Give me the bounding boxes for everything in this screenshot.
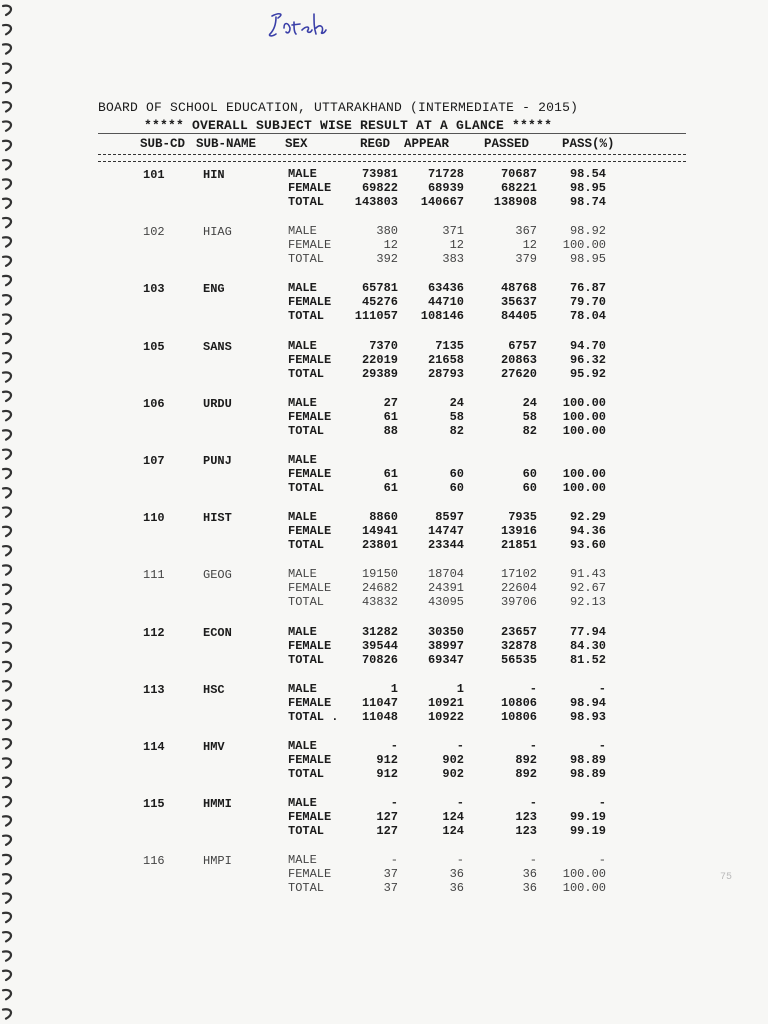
cell-regd: 11048 [361,709,398,724]
cell-appear: 43095 [427,595,464,610]
subject-code: 107 [143,454,165,468]
cell-passed: 10806 [500,709,537,724]
cell-regd: 39544 [361,638,398,653]
cell-sex: FEMALE [288,638,332,653]
cell-pass-pct: 98.94 [569,695,606,710]
cell-regd: 12 [383,238,398,253]
cell-pass-pct: 77.94 [569,624,606,639]
cell-passed: 892 [515,767,537,781]
cell-appear: 12 [449,238,464,253]
cell-regd: 45276 [361,295,398,310]
cell-pass-pct: 96.32 [569,352,606,367]
subject-block [0,625,768,671]
subject-block [0,567,768,613]
subject-code: 112 [143,625,165,640]
cell-appear: 44710 [427,295,464,310]
header-sex: SEX [285,137,308,151]
cell-passed: 58 [522,409,537,424]
cell-passed: 32878 [500,638,537,653]
cell-sex: FEMALE [288,467,332,481]
subject-code: 105 [143,339,165,354]
cell-pass-pct: 98.95 [569,181,606,195]
header-regd: REGD [360,137,391,151]
cell-sex: FEMALE [288,409,332,424]
page-number: 75 [720,872,733,883]
subject-code: 116 [143,854,165,869]
cell-passed: 56535 [500,652,537,667]
cell-regd: - [390,853,398,868]
cell-appear: 68939 [427,181,464,195]
cell-appear: - [456,853,464,868]
cell-appear: 383 [442,252,464,267]
cell-pass-pct: 95.92 [569,366,606,381]
subject-block [0,224,768,270]
cell-appear: 10922 [427,709,464,724]
cell-appear: 38997 [427,638,464,653]
subject-name: ENG [203,282,225,297]
cell-regd: 37 [383,881,398,896]
cell-pass-pct: 76.87 [569,281,606,296]
subject-name: HIST [203,511,232,526]
cell-sex: MALE [288,224,317,239]
cell-sex: FEMALE [288,810,332,825]
subject-code: 103 [143,282,165,297]
cell-pass-pct: 100.00 [562,423,606,438]
cell-passed: 17102 [500,567,537,582]
cell-sex: TOTAL [288,423,325,438]
subject-name: GEOG [203,568,232,583]
cell-regd: 43832 [361,595,398,610]
header-double-rule [98,154,686,162]
cell-sex: MALE [288,453,317,467]
cell-pass-pct: 100.00 [562,881,606,896]
cell-pass-pct: 100.00 [562,467,606,481]
cell-appear: 18704 [427,567,464,582]
cell-regd: - [390,796,398,811]
cell-regd: 380 [376,224,398,239]
cell-passed: 27620 [500,366,537,381]
subject-name: HMMI [203,797,232,812]
cell-sex: TOTAL [288,366,325,381]
header-sub-cd: SUB-CD [140,137,186,151]
cell-regd: 37 [383,867,398,882]
subject-code: 102 [143,225,165,240]
handwritten-note-image [266,8,346,40]
cell-pass-pct: 78.04 [569,309,606,324]
cell-sex: FEMALE [288,753,332,767]
cell-passed: 123 [515,810,537,825]
cell-passed: 23657 [500,624,537,639]
subject-name: ECON [203,625,232,640]
cell-pass-pct: 94.70 [569,338,606,353]
cell-sex: FEMALE [288,695,332,710]
cell-pass-pct: 81.52 [569,652,606,667]
report-title: BOARD OF SCHOOL EDUCATION, UTTARAKHAND (INTERMEDIATE - 2015) [98,100,579,115]
cell-sex: TOTAL [288,595,325,610]
cell-passed: 21851 [500,538,537,553]
cell-sex: MALE [288,853,317,868]
cell-appear: 14747 [427,524,464,539]
cell-sex: MALE [288,395,317,410]
cell-sex: MALE [288,567,317,582]
cell-regd: 7370 [369,338,398,353]
cell-pass-pct: 84.30 [569,638,606,653]
cell-pass-pct: 92.13 [569,595,606,610]
cell-pass-pct: 98.54 [569,167,606,181]
cell-passed: 70687 [500,167,537,181]
report-subtitle: ***** OVERALL SUBJECT WISE RESULT AT A GLANCE ***** [144,118,553,133]
subject-code: 101 [143,168,165,182]
subject-name: HIN [203,168,225,182]
subject-code: 114 [143,740,165,754]
cell-passed: 123 [515,824,537,839]
cell-pass-pct: 98.74 [569,195,606,209]
cell-appear: 58 [449,409,464,424]
cell-appear: 1 [456,681,464,696]
cell-sex: MALE [288,338,317,353]
subject-name: HSC [203,682,225,697]
header-appear: APPEAR [404,137,450,151]
cell-regd: 61 [383,467,398,481]
subject-block [0,682,768,728]
cell-regd: 1 [390,681,398,696]
cell-passed: 36 [522,867,537,882]
cell-sex: MALE [288,624,317,639]
cell-sex: FEMALE [288,181,332,195]
cell-pass-pct: 98.93 [569,709,606,724]
cell-passed: 6757 [508,338,537,353]
cell-appear: 7135 [435,338,464,353]
cell-regd: 65781 [361,281,398,296]
cell-regd: 19150 [361,567,398,582]
cell-pass-pct: 98.92 [569,224,606,239]
cell-sex: FEMALE [288,581,332,596]
cell-appear: 108146 [420,309,464,324]
subject-block [0,281,768,327]
cell-sex: MALE [288,681,317,696]
subject-name: HMV [203,740,225,754]
cell-appear: 60 [449,467,464,481]
cell-pass-pct: 92.67 [569,581,606,596]
cell-sex: TOTAL [288,195,325,209]
cell-sex: TOTAL [288,252,325,267]
cell-appear: 371 [442,224,464,239]
cell-sex: FEMALE [288,352,332,367]
cell-regd: 61 [383,409,398,424]
cell-pass-pct: 99.19 [569,824,606,839]
subject-code: 111 [143,568,165,583]
cell-pass-pct: 98.95 [569,252,606,267]
cell-regd: 27 [383,395,398,410]
cell-sex: FEMALE [288,238,332,253]
cell-appear: 36 [449,867,464,882]
cell-regd: 61 [383,481,398,495]
cell-regd: 88 [383,423,398,438]
cell-appear: - [456,796,464,811]
cell-regd: 127 [376,824,398,839]
subject-name: PUNJ [203,454,232,468]
cell-passed: - [529,796,537,811]
subject-name: SANS [203,339,232,354]
cell-passed: 68221 [500,181,537,195]
cell-sex: FEMALE [288,867,332,882]
cell-pass-pct: 98.89 [569,753,606,767]
cell-appear: 23344 [427,538,464,553]
cell-appear: 10921 [427,695,464,710]
cell-passed: 35637 [500,295,537,310]
cell-regd: 912 [376,767,398,781]
subject-block [0,396,768,442]
cell-sex: TOTAL [288,824,325,839]
cell-sex: TOTAL . [288,709,339,724]
cell-appear: 140667 [420,195,464,209]
cell-pass-pct: 91.43 [569,567,606,582]
cell-sex: TOTAL [288,767,325,781]
cell-regd: 143803 [354,195,398,209]
cell-regd: 912 [376,753,398,767]
header-rule [98,133,686,134]
cell-sex: TOTAL [288,309,325,324]
cell-sex: TOTAL [288,652,325,667]
cell-passed: 22604 [500,581,537,596]
cell-pass-pct: - [598,853,606,868]
header-passed: PASSED [484,137,530,151]
cell-regd: 23801 [361,538,398,553]
cell-passed: 13916 [500,524,537,539]
cell-pass-pct: - [598,739,606,753]
cell-appear: 28793 [427,366,464,381]
cell-appear: 63436 [427,281,464,296]
cell-passed: 138908 [493,195,537,209]
cell-appear: 69347 [427,652,464,667]
cell-appear: 124 [442,810,464,825]
cell-sex: TOTAL [288,538,325,553]
cell-passed: 24 [522,395,537,410]
cell-passed: 48768 [500,281,537,296]
cell-regd: 127 [376,810,398,825]
cell-regd: 392 [376,252,398,267]
cell-regd: 31282 [361,624,398,639]
cell-passed: 60 [522,481,537,495]
cell-pass-pct: 100.00 [562,481,606,495]
cell-appear: 24391 [427,581,464,596]
cell-sex: TOTAL [288,481,325,495]
cell-sex: MALE [288,281,317,296]
cell-regd: 69822 [361,181,398,195]
cell-appear: 902 [442,767,464,781]
cell-passed: 7935 [508,510,537,525]
cell-appear: 124 [442,824,464,839]
subject-block [0,853,768,899]
cell-passed: 84405 [500,309,537,324]
subject-block [0,339,768,385]
cell-appear: 902 [442,753,464,767]
cell-sex: FEMALE [288,524,332,539]
cell-appear: 71728 [427,167,464,181]
cell-passed: 60 [522,467,537,481]
subject-block [0,510,768,556]
cell-regd: 111057 [354,309,398,324]
cell-sex: TOTAL [288,881,325,896]
cell-passed: 12 [522,238,537,253]
cell-appear: 36 [449,881,464,896]
cell-passed: - [529,739,537,753]
cell-appear: 82 [449,423,464,438]
subject-code: 115 [143,797,165,812]
cell-regd: 22019 [361,352,398,367]
subject-name: URDU [203,396,232,411]
subject-code: 113 [143,682,165,697]
cell-regd: 24682 [361,581,398,596]
cell-appear: 24 [449,395,464,410]
cell-appear: - [456,739,464,753]
cell-passed: 10806 [500,695,537,710]
cell-regd: 14941 [361,524,398,539]
cell-sex: MALE [288,510,317,525]
cell-passed: 379 [515,252,537,267]
cell-pass-pct: 100.00 [562,409,606,424]
cell-sex: MALE [288,796,317,811]
cell-appear: 60 [449,481,464,495]
cell-passed: 39706 [500,595,537,610]
cell-regd: 8860 [369,510,398,525]
cell-pass-pct: - [598,681,606,696]
cell-pass-pct: 92.29 [569,510,606,525]
cell-pass-pct: - [598,796,606,811]
subject-code: 110 [143,511,165,526]
cell-pass-pct: 93.60 [569,538,606,553]
cell-passed: 892 [515,753,537,767]
header-pass-pct: PASS(%) [562,137,615,151]
cell-pass-pct: 100.00 [562,395,606,410]
cell-pass-pct: 100.00 [562,238,606,253]
cell-passed: 367 [515,224,537,239]
cell-appear: 21658 [427,352,464,367]
cell-passed: 20863 [500,352,537,367]
cell-sex: MALE [288,167,317,181]
cell-regd: 73981 [361,167,398,181]
subject-block [0,167,768,213]
subject-name: HMPI [203,854,232,869]
cell-pass-pct: 94.36 [569,524,606,539]
subject-name: HIAG [203,225,232,240]
cell-sex: FEMALE [288,295,332,310]
cell-regd: 11047 [361,695,398,710]
subject-block [0,796,768,842]
subject-block [0,739,768,785]
cell-pass-pct: 99.19 [569,810,606,825]
cell-passed: - [529,853,537,868]
cell-appear: 30350 [427,624,464,639]
cell-passed: 36 [522,881,537,896]
subject-code: 106 [143,396,165,411]
subject-block [0,453,768,499]
cell-sex: MALE [288,739,317,753]
cell-pass-pct: 100.00 [562,867,606,882]
cell-regd: - [390,739,398,753]
cell-passed: 82 [522,423,537,438]
cell-pass-pct: 98.89 [569,767,606,781]
cell-pass-pct: 79.70 [569,295,606,310]
header-sub-name: SUB-NAME [196,137,257,151]
cell-regd: 70826 [361,652,398,667]
cell-appear: 8597 [435,510,464,525]
cell-regd: 29389 [361,366,398,381]
cell-passed: - [529,681,537,696]
